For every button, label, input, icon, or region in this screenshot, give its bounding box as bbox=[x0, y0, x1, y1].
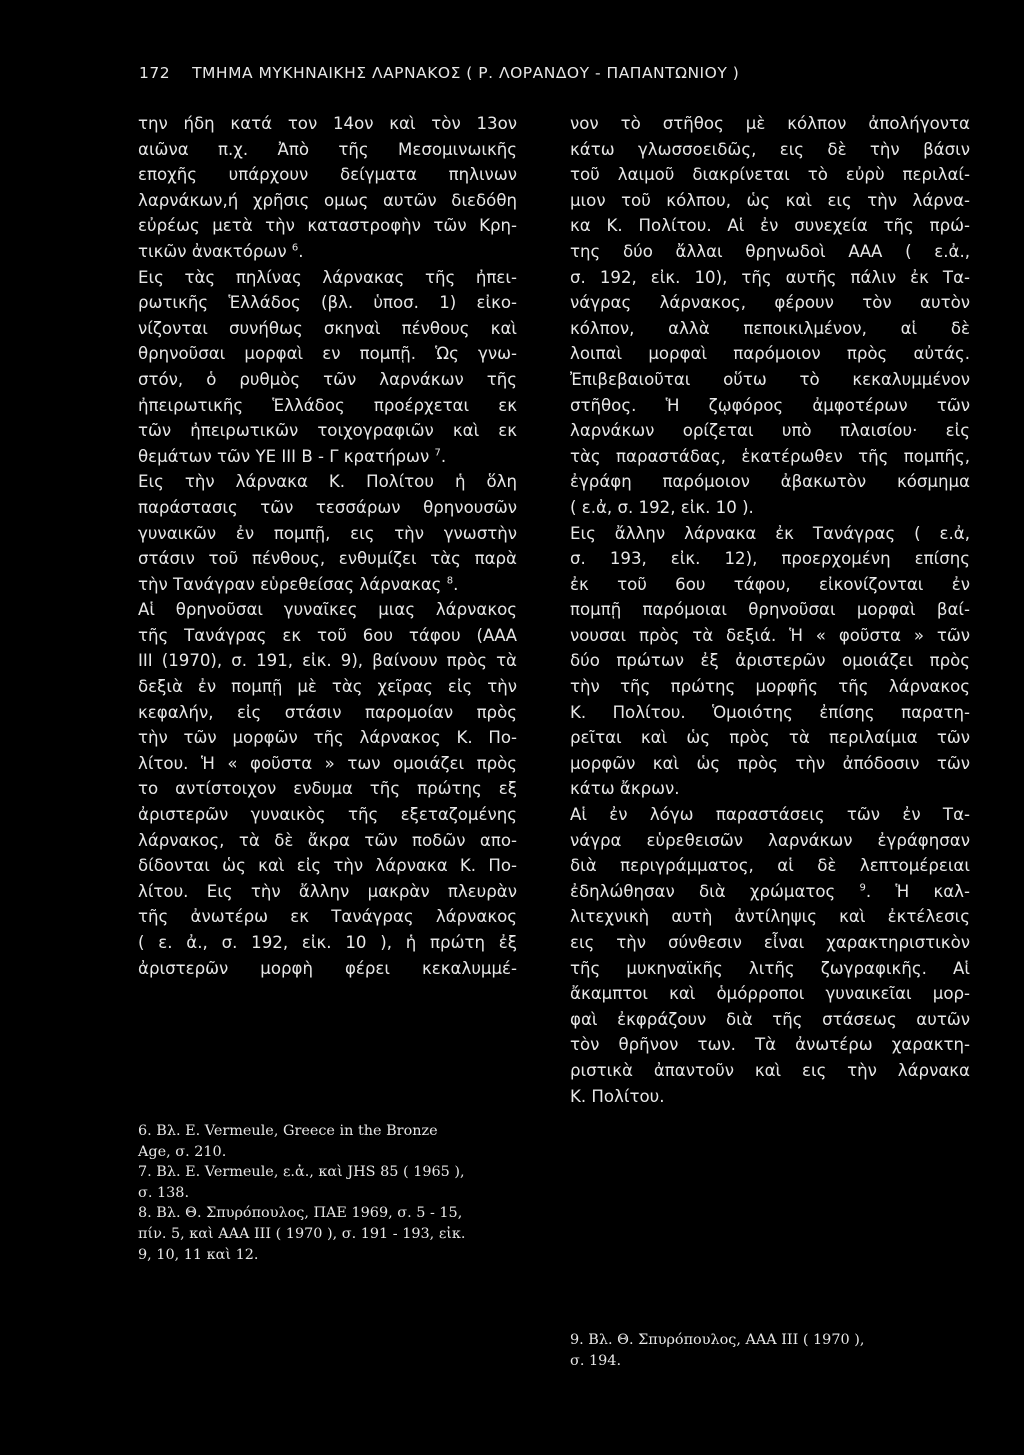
text-line: λάρνακος, τὰ δὲ ἄκρα τῶν ποδῶν απο- bbox=[138, 830, 517, 850]
text-line: εὐρέως μετὰ τὴν καταστροφὴν τῶν Κρη- bbox=[138, 216, 517, 236]
text-line: τὴν τῆς πρώτης μορφῆς τῆς λάρνακος bbox=[570, 677, 970, 697]
text-line: εποχῆς υπάρχουν δείγματα πηλινων bbox=[138, 165, 517, 185]
text-line: Εις τὰς πηλίνας λάρνακας τῆς ἠπει- bbox=[138, 267, 517, 287]
text-line: ἐκ τοῦ 6ου τάφου, εἰκονίζονται ἐν bbox=[570, 574, 970, 594]
text-line: εις τὴν σύνθεσιν εἶναι χαρακτηριστικὸν bbox=[570, 933, 970, 952]
text-line: κεφαλήν, εἰς στάσιν παρομοίαν πρὸς bbox=[138, 702, 517, 722]
text-line: νουσαι πρὸς τὰ δεξιά. Ἡ « φοῦστα » τῶν bbox=[570, 625, 970, 645]
text-line: το αντίστοιχον ενδυμα τῆς πρώτης εξ bbox=[138, 779, 517, 799]
text-line: τὰς παραστάδας, ἑκατέρωθεν τῆς πομπῆς, bbox=[570, 446, 970, 466]
text-line: ἠπειρωτικῆς Ἑλλάδος προέρχεται εκ bbox=[138, 395, 517, 415]
text-line: ἀριστερῶν μορφὴ φέρει κεκαλυμμέ- bbox=[138, 958, 517, 978]
text-line: νίζονται συνήθως σκηναὶ πένθους καὶ bbox=[138, 318, 517, 338]
text-line: ἄκαμπτοι καὶ ὁμόρροποι γυναικεῖαι μορ- bbox=[570, 984, 970, 1004]
footnotes-left bbox=[138, 1121, 518, 1265]
text-line: λίτου. Εις τὴν ἄλλην μακρὰν πλευρὰν bbox=[138, 881, 517, 901]
text-line: τὸν θρῆνον των. Τὰ ἀνωτέρω χαρακτη- bbox=[570, 1035, 970, 1055]
page-number: 172 bbox=[139, 64, 171, 82]
text-line: θρηνοῦσαι μορφαὶ εν πομπῇ. Ὡς γνω- bbox=[138, 344, 517, 364]
running-title: ΤΜΗΜΑ ΜΥΚΗΝΑΙΚΗΣ ΛΑΡΝΑΚΟΣ ( Ρ. ΛΟΡΑΝΔΟΥ - ΠΑΠΑΝΤΩΝΙΟΥ ) bbox=[192, 64, 740, 82]
text-line: τῆς ἀνωτέρω εκ Τανάγρας λάρνακος bbox=[138, 907, 517, 927]
text-line: Αἱ ἐν λόγω παραστάσεις τῶν ἐν Τα- bbox=[570, 805, 970, 825]
text-line: λοιπαὶ μορφαὶ παρόμοιον πρὸς αὐτάς. bbox=[570, 344, 970, 364]
right-column bbox=[570, 111, 970, 1109]
text-line: πομπῇ παρόμοιαι θρηνοῦσαι μορφαὶ βαί- bbox=[570, 600, 970, 620]
text-line: τὴν τῶν μορφῶν τῆς λάρνακος Κ. Πο- bbox=[138, 728, 517, 748]
footnote-line: 9, 10, 11 καὶ 12. bbox=[138, 1246, 259, 1263]
text-line: σ. 192, εἰκ. 10), τῆς αυτῆς πάλιν ἐκ Τα- bbox=[570, 267, 970, 287]
text-line: Κ. Πολίτου. bbox=[570, 1086, 665, 1106]
footnote-line: Age, σ. 210. bbox=[138, 1143, 227, 1160]
text-line: κάτω γλωσσοειδῶς, εις δὲ τὴν βάσιν bbox=[570, 139, 970, 159]
text-line: νάγρας λάρνακος, φέρουν τὸν αυτὸν bbox=[570, 293, 970, 313]
text-line: τῆς μυκηναϊκῆς λιτῆς ζωγραφικῆς. Αἱ bbox=[570, 958, 970, 978]
text-line: δεξιὰ ἐν πομπῇ μὲ τὰς χεῖρας εἰς τὴν bbox=[138, 677, 517, 697]
text-line: τοῦ λαιμοῦ διακρίνεται τὸ εὐρὺ περιλαί- bbox=[570, 165, 970, 185]
text-line: στόν, ὁ ρυθμὸς τῶν λαρνάκων τῆς bbox=[138, 369, 517, 389]
text-line: τικῶν ἀνακτόρων $^6$. bbox=[138, 241, 304, 261]
text-line: την ήδη κατά τον 14ον καὶ τὸν 13ον bbox=[138, 114, 517, 133]
text-line: λίτου. Ἡ « φοῦστα » των ομοιάζει πρὸς bbox=[138, 753, 517, 773]
text-line: αιῶνα π.χ. Ἀπὸ τῆς Μεσομινωικῆς bbox=[138, 139, 517, 159]
text-line: στάσιν τοῦ πένθους, ενθυμίζει τὰς παρὰ bbox=[138, 549, 517, 569]
text-line: γυναικῶν ἐν πομπῇ, εις τὴν γνωστὴν bbox=[138, 523, 517, 543]
text-line: κάτω ἄκρων. bbox=[570, 779, 680, 799]
text-line: νάγρα εὑρεθεισῶν λαρνάκων ἐγράφησαν bbox=[570, 830, 970, 850]
text-line: παράστασις τῶν τεσσάρων θρηνουσῶν bbox=[138, 497, 517, 517]
text-line: τῆς Τανάγρας εκ τοῦ 6ου τάφου (ΑΑΑ bbox=[138, 625, 517, 645]
text-line: τῶν ἠπειρωτικῶν τοιχογραφιῶν καὶ εκ bbox=[138, 421, 517, 441]
left-column bbox=[138, 111, 517, 981]
text-line: μορφῶν καὶ ὡς πρὸς τὴν ἀπόδοσιν τῶν bbox=[570, 753, 970, 773]
text-line: Ἐπιβεβαιοῦται οὕτω τὸ κεκαλυμμένον bbox=[570, 369, 970, 389]
text-line: λαρνάκων ορίζεται υπὸ πλαισίου· εἰς bbox=[570, 421, 970, 441]
running-header bbox=[139, 64, 739, 82]
footnote-line: 6. Βλ. E. Vermeule, Greece in the Bronze bbox=[138, 1123, 438, 1139]
footnote-ref: 7 bbox=[434, 447, 441, 459]
text-line: ρεῖται καὶ ὡς πρὸς τὰ περιλαίμια τῶν bbox=[570, 728, 970, 748]
footnote-line: σ. 138. bbox=[138, 1184, 190, 1201]
footnote-line: 8. Βλ. Θ. Σπυρόπουλος, ΠΑΕ 1969, σ. 5 - 15, bbox=[138, 1205, 463, 1222]
text-line: δύο πρώτων ἐξ ἀριστερῶν ομοιάζει πρὸς bbox=[570, 651, 970, 671]
text-line: ριστικὰ ἀπαντοῦν καὶ εις τὴν λάρνακα bbox=[570, 1060, 970, 1080]
text-line: της δύο ἄλλαι θρηνωδοὶ ΑΑΑ ( ε.ἀ., bbox=[570, 241, 970, 261]
text-line: λιτεχνικὴ αυτὴ ἀντίληψις καὶ ἐκτέλεσις bbox=[570, 907, 970, 927]
text-line: ( ε. ἀ., σ. 192, εἰκ. 10 ), ἡ πρώτη ἐξ bbox=[138, 933, 517, 952]
text-line: μιον τοῦ κόλπου, ὡς καὶ εις τὴν λάρνα- bbox=[570, 190, 970, 210]
text-line: σ. 193, εἰκ. 12), προερχομένη επίσης bbox=[570, 549, 970, 569]
text-line: δίδονται ὡς καὶ εἰς τὴν λάρνακα Κ. Πο- bbox=[138, 856, 517, 876]
text-line: Εις τὴν λάρνακα Κ. Πολίτου ἡ ὅλη bbox=[138, 472, 517, 492]
text-line: ἀριστερῶν γυναικὸς τῆς εξεταζομένης bbox=[138, 805, 517, 825]
text-line: Εις ἄλλην λάρνακα ἐκ Τανάγρας ( ε.ἀ, bbox=[570, 523, 970, 543]
text-line: νον τὸ στῆθος μὲ κόλπον ἀπολήγοντα bbox=[570, 114, 970, 133]
footnote-line: 9. Βλ. Θ. Σπυρόπουλος, ΑΑΑ ΙΙΙ ( 1970 ), bbox=[570, 1332, 865, 1348]
text-line: φαὶ ἐκφράζουν διὰ τῆς στάσεως αυτῶν bbox=[570, 1009, 970, 1029]
footnote-ref: 6 bbox=[291, 242, 299, 254]
footnote-ref: 8 bbox=[446, 575, 454, 587]
text-line: ρωτικῆς Ἑλλάδος (βλ. ὑποσ. 1) εἰκο- bbox=[138, 293, 517, 313]
footnote-line: 7. Βλ. E. Vermeule, ε.ἀ., καὶ JHS 85 ( 1965 ), bbox=[138, 1164, 465, 1181]
text-line: τὴν Τανάγραν εὑρεθείσας λάρνακας $^8$. bbox=[138, 574, 459, 594]
footnotes-right bbox=[570, 1330, 970, 1371]
footnote-line: σ. 194. bbox=[570, 1352, 622, 1369]
text-line: λαρνάκων,ή χρῆσις ομως αυτῶν διεδόθη bbox=[138, 190, 517, 210]
text-line: διὰ περιγράμματος, αἱ δὲ λεπτομέρειαι bbox=[570, 856, 970, 876]
text-line: ΙΙΙ (1970), σ. 191, εἰκ. 9), βαίνουν πρὸς τὰ bbox=[138, 651, 517, 671]
text-line: ἐγράφη παρόμοιον ἀβακωτὸν κόσμημα bbox=[570, 472, 970, 492]
text-line: Κ. Πολίτου. Ὁμοιότης ἐπίσης παρατη- bbox=[570, 702, 970, 722]
footnote-ref: 9 bbox=[859, 882, 866, 894]
text-line: κόλπον, αλλὰ πεποικιλμένον, αἱ δὲ bbox=[570, 318, 970, 338]
text-line: στῆθος. Ἡ ζῳφόρος ἀμφοτέρων τῶν bbox=[570, 395, 970, 415]
text-line: κα Κ. Πολίτου. Αἱ ἐν συνεχεία τῆς πρώ- bbox=[570, 216, 970, 236]
footnote-line: πίν. 5, καὶ ΑΑΑ ΙΙΙ ( 1970 ), σ. 191 - 193, εἰκ. bbox=[138, 1225, 466, 1242]
text-line: Αἱ θρηνοῦσαι γυναῖκες μιας λάρνακος bbox=[138, 600, 517, 620]
text-line: ἐδηλώθησαν διὰ χρώματος $^9$. Ἡ καλ- bbox=[570, 881, 970, 901]
text-line: ( ε.ἀ, σ. 192, εἰκ. 10 ). bbox=[570, 497, 754, 517]
text-line: θεμάτων τῶν ΥΕ ΙΙΙ Β - Γ κρατήρων $^7$. bbox=[138, 446, 447, 466]
